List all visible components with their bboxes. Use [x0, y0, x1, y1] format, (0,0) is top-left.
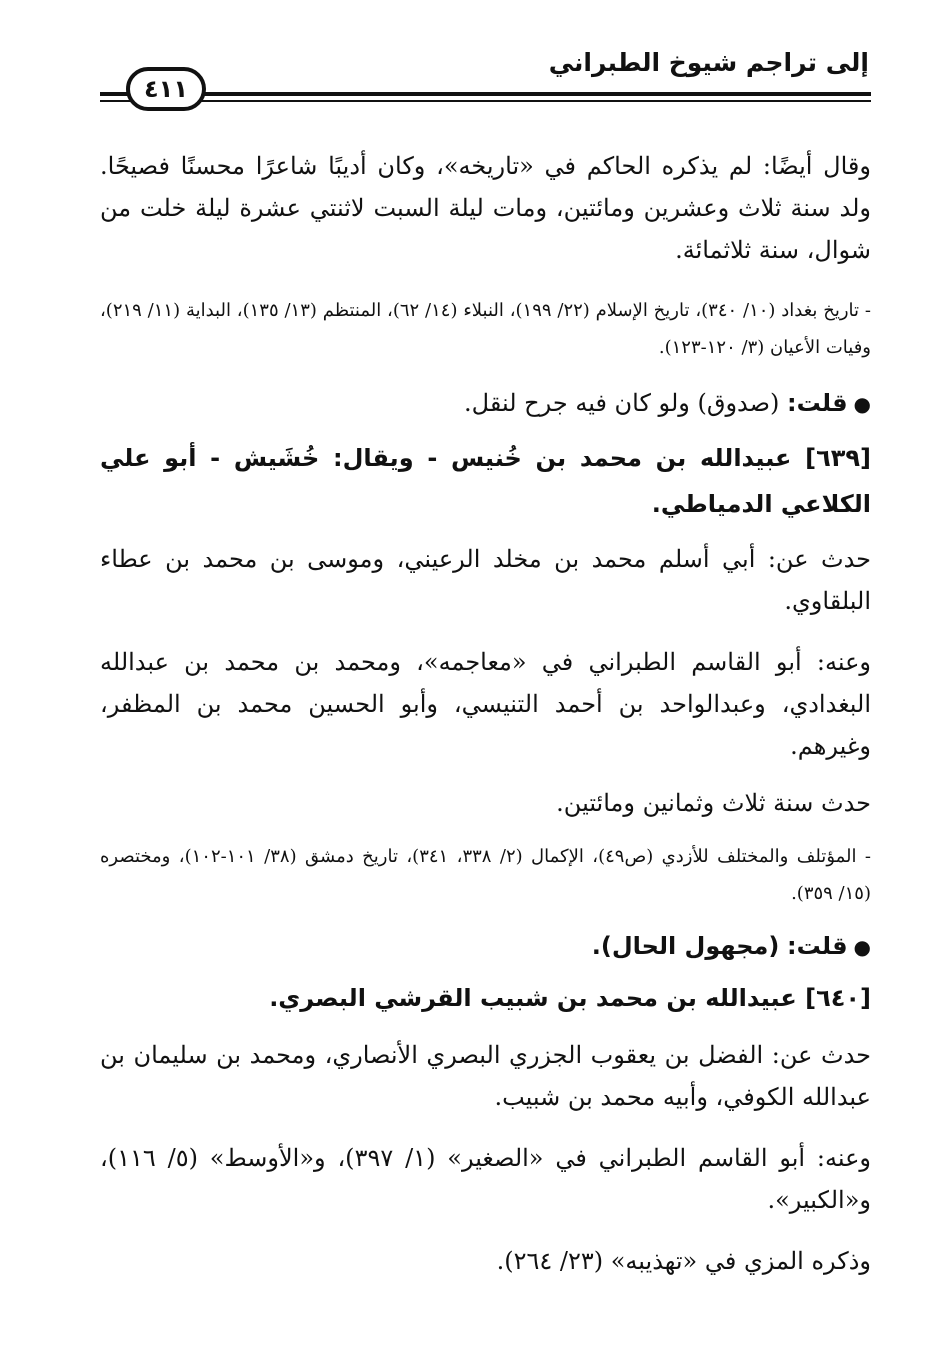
- verdict-text: (مجهول الحال).: [591, 932, 780, 960]
- bullet-icon: ●: [853, 935, 871, 959]
- paragraph-639-narrated-from: حدث عن: أبي أسلم محمد بن مخلد الرعيني، وموسى بن محمد بن عطاء البلقاوي.: [100, 545, 871, 615]
- paragraph-640-narrated-from: حدث عن: الفضل بن يعقوب الجزري البصري الأنصاري، ومحمد بن سليمان بن عبدالله الكوفي، وأبيه محمد بن شبيب.: [100, 1041, 872, 1111]
- entry-heading-640: [٦٤٠] عبيدالله بن محمد بن شبيب القرشي البصري.: [269, 984, 871, 1012]
- paragraph-biography-note: وقال أيضًا: لم يذكره الحاكم في «تاريخه»، وكان أديبًا شاعرًا محسنًا فصيحًا. ولد سنة ثلاث وعشرين ومائتين، ومات ليلة السبت لاثنتي عشرة ليلة خلت من شوال، سنة ثلاثمائة.: [100, 152, 871, 264]
- running-header-title: إلى تراجم شيوخ الطبراني: [548, 48, 869, 77]
- paragraph-639-narrators: وعنه: أبو القاسم الطبراني في «معاجمه»، ومحمد بن محمد بن عبدالله البغدادي، وعبدالواحد بن أحمد التنيسي، وأبو الحسين محمد بن المظفر، وغيرهم.: [100, 648, 871, 760]
- entry-heading-639: [٦٣٩] عبيدالله بن محمد بن خُنيس - ويقال: خُشَيش - أبو علي الكلاعي الدمياطي.: [100, 444, 871, 518]
- paragraph-639-date: حدث سنة ثلاث وثمانين ومائتين.: [556, 789, 871, 817]
- verdict-line-1: [100, 382, 871, 425]
- footnote-references-1: - تاريخ بغداد (١٠/ ٣٤٠)، تاريخ الإسلام (٢٢/ ١٩٩)، النبلاء (١٤/ ٦٢)، المنتظم (١٣/ ١٣٥)، البداية (١١/ ٢١٩)، وفيات الأعيان (٣/ ١٢٠-١٢٣).: [100, 300, 871, 358]
- verdict-line-2: [100, 925, 871, 968]
- bullet-icon: ●: [853, 392, 871, 416]
- verdict-label: قلت:: [787, 932, 848, 960]
- header-rule: [100, 92, 871, 106]
- header-rule-thin: [100, 100, 871, 102]
- paragraph-640-mizzi: وذكره المزي في «تهذيبه» (٢٣/ ٢٦٤).: [496, 1247, 871, 1275]
- paragraph-640-narrators: وعنه: أبو القاسم الطبراني في «الصغير» (١/ ٣٩٧)، و«الأوسط» (٥/ ١١٦)، و«الكبير».: [100, 1144, 872, 1214]
- page-number: ٤١١: [126, 67, 206, 111]
- verdict-text: (صدوق) ولو كان فيه جرح لنقل.: [464, 389, 780, 417]
- verdict-label: قلت:: [787, 389, 848, 417]
- header-rule-thick: [100, 92, 871, 96]
- footnote-references-639: - المؤتلف والمختلف للأزدي (ص٤٩)، الإكمال (٢/ ٣٣٨، ٣٤١)، تاريخ دمشق (٣٨/ ١٠١-١٠٢)، ومختصره (١٥/ ٣٥٩).: [100, 846, 872, 904]
